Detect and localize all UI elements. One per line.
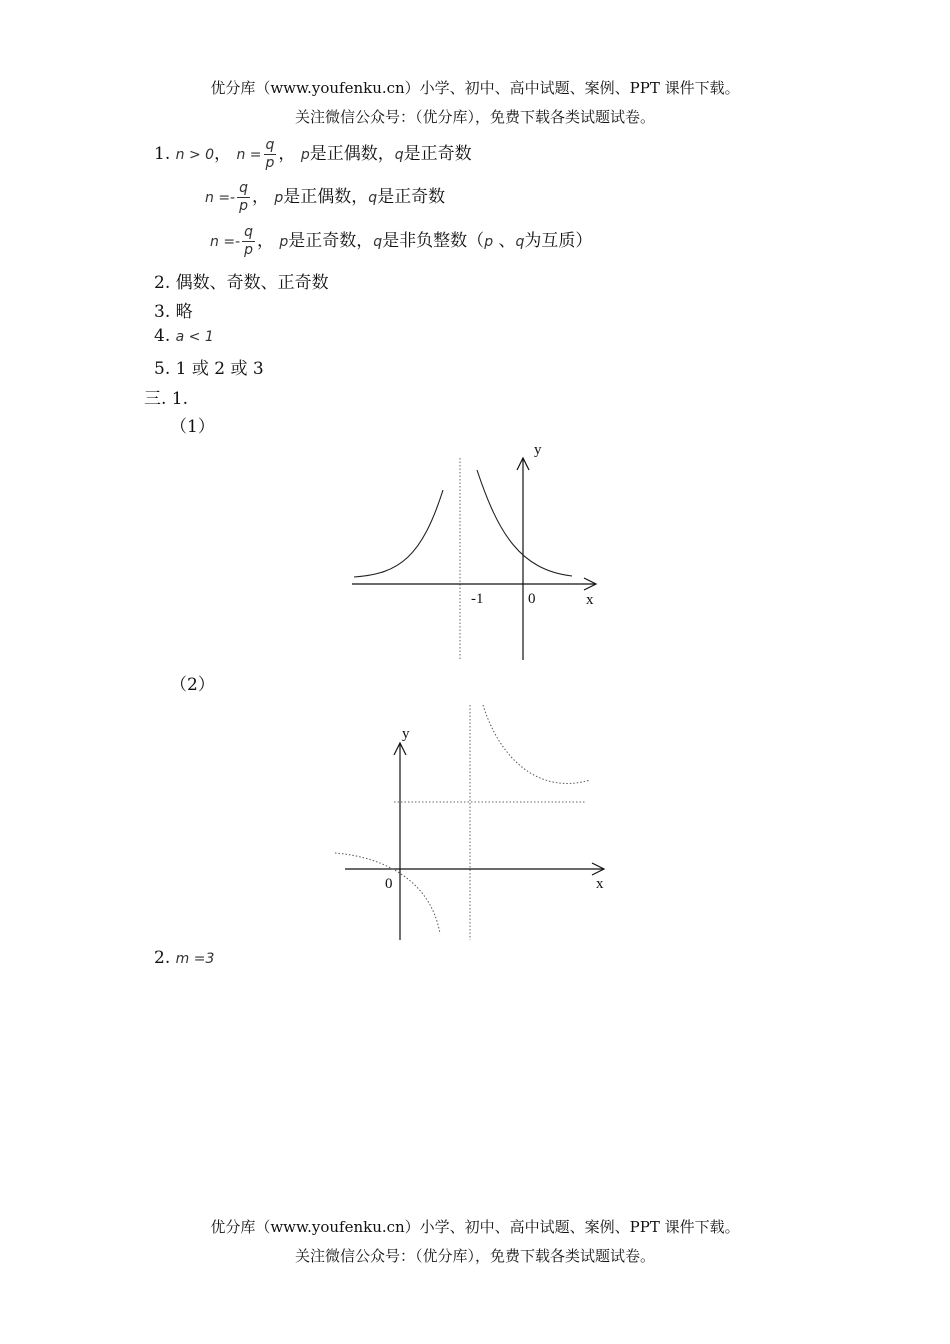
math-p: p: [279, 234, 289, 250]
header-line-2: 关注微信公众号：（优分库），免费下载各类试题试卷。: [294, 108, 655, 126]
math-p: p: [300, 147, 310, 163]
text-even: 是正偶数，: [309, 144, 395, 164]
header-line-1: 优分库（www.youfenku.cn）小学、初中、高中试题、案例、PPT 课件下载。: [210, 79, 740, 97]
item-number: 2.: [154, 273, 171, 293]
text-even: 是正偶数，: [283, 187, 369, 207]
tick-label-neg1: -1: [471, 591, 484, 607]
footer-line-1: 优分库（www.youfenku.cn）小学、初中、高中试题、案例、PPT 课件下载。: [210, 1218, 740, 1236]
math-q: q: [368, 190, 378, 206]
text-nonneg: 是非负整数（: [382, 231, 485, 251]
y-axis-label: y: [402, 726, 410, 742]
part-2-label: （2）: [170, 675, 215, 695]
answer-1-line-a: [154, 137, 472, 172]
text-odd-comma: 是正奇数，: [288, 231, 374, 251]
math-q: q: [394, 147, 404, 163]
x-axis-label: x: [596, 876, 604, 892]
text-coprime: 为互质）: [524, 231, 593, 251]
answer-2: [154, 268, 329, 293]
answer-text: 偶数、奇数、正奇数: [175, 273, 329, 293]
text-sep: 、: [498, 231, 516, 251]
answer-1-line-b: [205, 180, 445, 215]
answer-1-line-c: [210, 224, 592, 259]
item-number: 5.: [154, 359, 171, 379]
comma: ，: [257, 231, 274, 251]
item-number: 3.: [154, 302, 171, 322]
fraction-q-over-p: $\frac{q}{p}$: [239, 180, 248, 214]
fraction-q-over-p: $\frac{q}{p}$: [244, 224, 253, 258]
comma: ，: [278, 144, 296, 164]
section-3-heading: 三. 1.: [144, 389, 189, 409]
item-number: 2.: [154, 948, 171, 968]
math-q: q: [373, 234, 383, 250]
math-n-eq-neg: n =-: [210, 234, 241, 250]
curve-lower-branch: [335, 853, 440, 934]
graph-1: [340, 438, 610, 663]
item-number: 4.: [154, 326, 171, 346]
item-number: 1.: [154, 144, 171, 164]
comma: ，: [252, 187, 269, 207]
origin-label: 0: [528, 591, 536, 607]
footer-line-2: 关注微信公众号：（优分库），免费下载各类试题试卷。: [294, 1247, 655, 1265]
text-odd: 是正奇数: [403, 144, 472, 164]
math-expr: a < 1: [175, 329, 214, 345]
answer-4: [154, 326, 214, 346]
math-n-gt-0: n > 0: [175, 147, 215, 163]
curve-upper-branch: [483, 705, 590, 783]
part-1-label: （1）: [170, 417, 215, 437]
answer-3: [154, 297, 193, 322]
x-axis-label: x: [586, 592, 594, 608]
math-p: p: [274, 190, 284, 206]
curve-right-branch: [477, 470, 572, 576]
fraction-q-over-p: $\frac{q}{p}$: [265, 137, 275, 171]
math-n-eq: n =: [236, 147, 262, 163]
answer-text: 1 或 2 或 3: [175, 359, 264, 379]
origin-label: 0: [385, 876, 393, 892]
math-p: p: [484, 234, 494, 250]
curve-left-branch: [354, 490, 443, 577]
math-expr: m =3: [175, 951, 215, 967]
answer-text: 略: [175, 302, 193, 322]
graph-2: [330, 700, 610, 945]
y-axis-label: y: [534, 442, 542, 458]
math-n-eq-neg: n =-: [205, 190, 236, 206]
answer-3-2: [154, 948, 214, 968]
text-odd: 是正奇数: [377, 187, 446, 207]
answer-5: [154, 354, 264, 379]
math-q: q: [515, 234, 525, 250]
comma: ，: [214, 144, 232, 164]
